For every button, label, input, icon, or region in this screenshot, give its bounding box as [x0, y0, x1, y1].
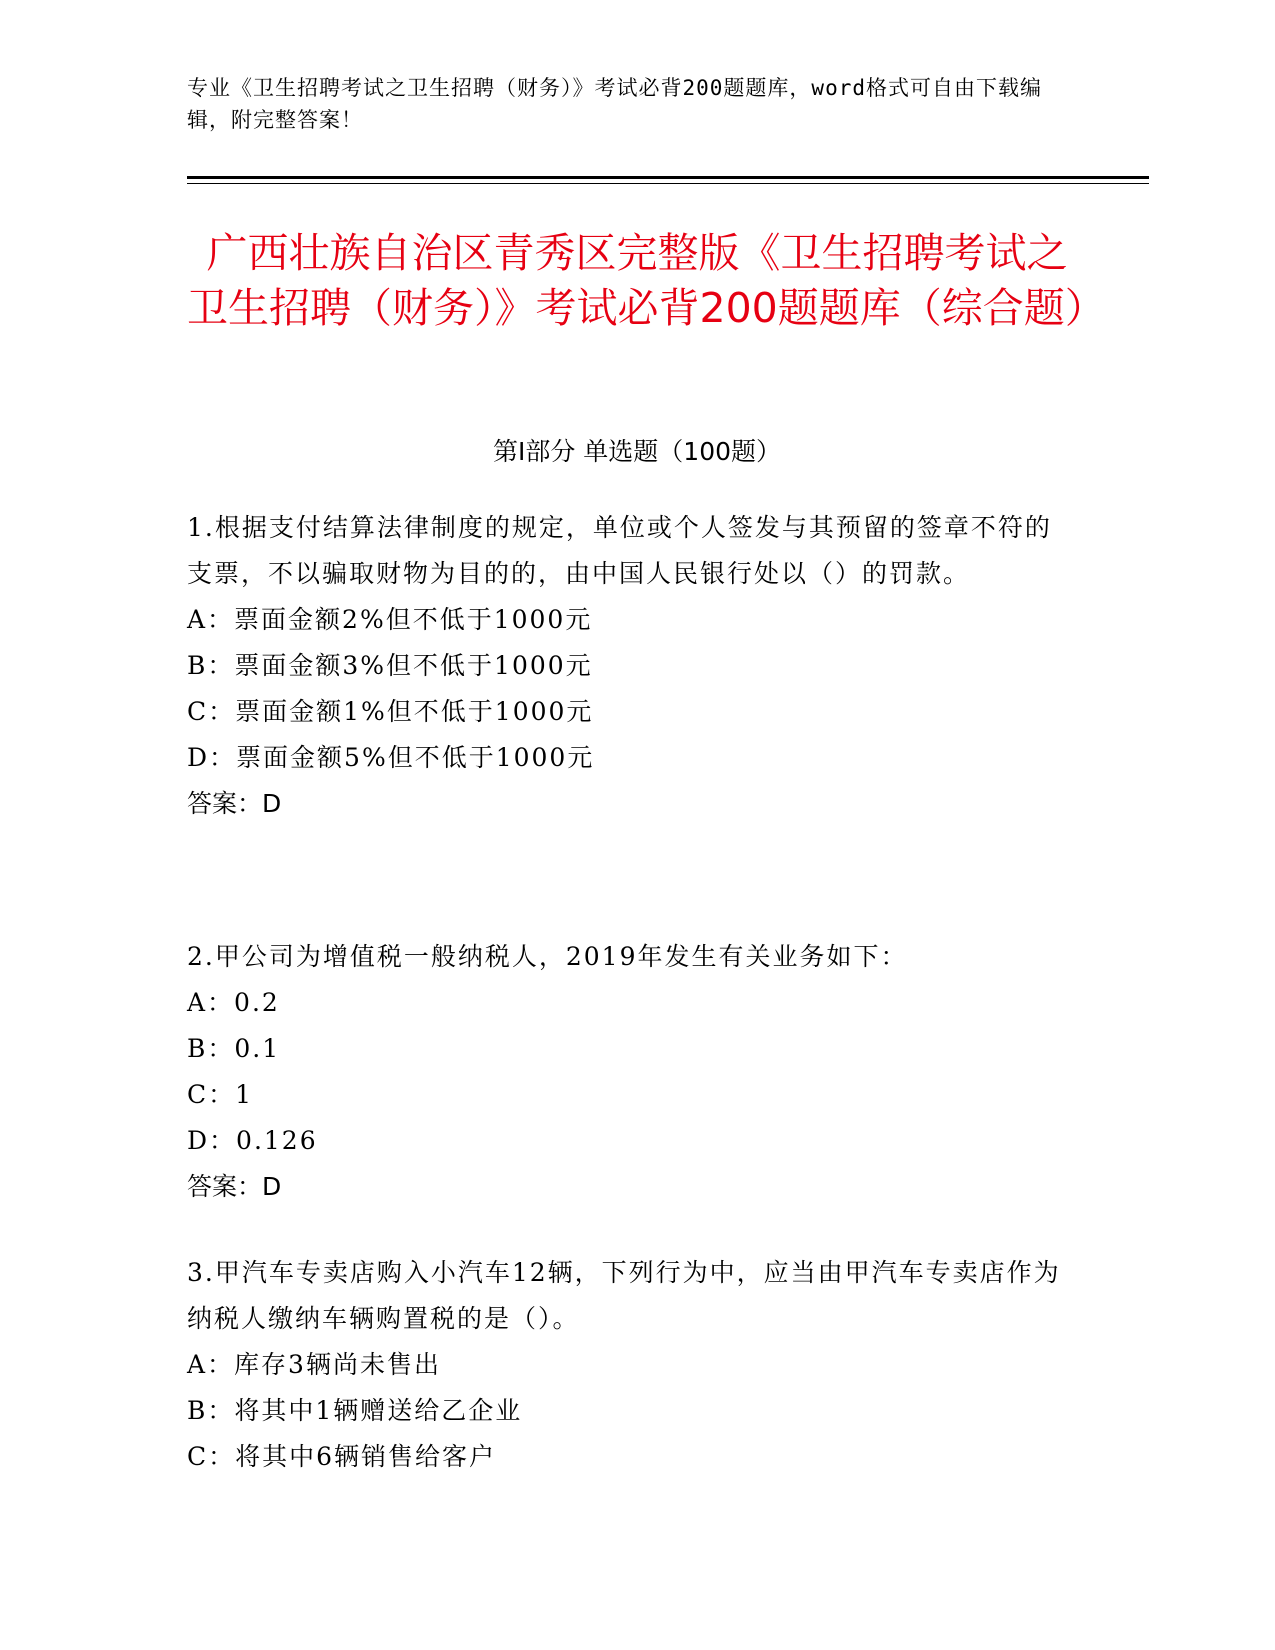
option-b: B：票面金额3%但不低于1000元 — [187, 651, 593, 680]
header-divider-thick — [187, 176, 1149, 179]
document-title: 广西壮族自治区青秀区完整版《卫生招聘考试之卫生招聘（财务）》考试必背200题题库（综合题） — [187, 229, 1106, 332]
option-c: C：1 — [187, 1080, 254, 1109]
answer: 答案：D — [187, 789, 282, 818]
option-d: D：0.126 — [187, 1126, 318, 1155]
option-a: A：0.2 — [187, 988, 280, 1017]
answer: 答案：D — [187, 1172, 282, 1201]
question-stem: 3.甲汽车专卖店购入小汽车12辆，下列行为中，应当由甲汽车专卖店作为纳税人缴纳车辆购置税的是（）。 — [187, 1258, 1061, 1333]
question-2 — [187, 934, 1077, 1210]
option-a: A：库存3辆尚未售出 — [187, 1350, 441, 1379]
option-b: B：0.1 — [187, 1034, 281, 1063]
question-stem: 1.根据支付结算法律制度的规定，单位或个人签发与其预留的签章不符的支票，不以骗取财物为目的的，由中国人民银行处以（）的罚款。 — [187, 513, 1052, 588]
header-divider-thin — [187, 183, 1149, 184]
option-c: C：票面金额1%但不低于1000元 — [187, 697, 594, 726]
question-1 — [187, 505, 1077, 827]
option-a: A：票面金额2%但不低于1000元 — [187, 605, 593, 634]
question-stem: 2.甲公司为增值税一般纳税人，2019年发生有关业务如下： — [187, 942, 908, 971]
header-note: 专业《卫生招聘考试之卫生招聘（财务）》考试必背200题题库，word格式可自由下载编辑，附完整答案！ — [187, 76, 1042, 132]
option-d: D：票面金额5%但不低于1000元 — [187, 743, 595, 772]
question-3 — [187, 1250, 1077, 1480]
option-c: C：将其中6辆销售给客户 — [187, 1442, 497, 1471]
section-title: 第I部分 单选题（100题） — [492, 437, 782, 466]
option-b: B：将其中1辆赠送给乙企业 — [187, 1396, 523, 1425]
